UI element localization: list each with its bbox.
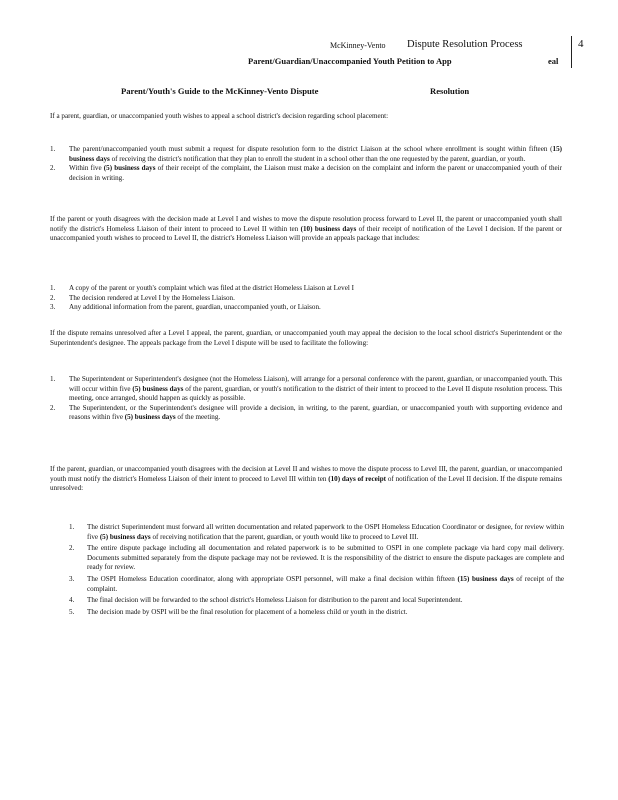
list-item: 2. Within five (5) business days of their receipt of the complaint, the Liaison must make a decision on the complaint and inform the parent or unaccompanied youth of their decision in writing.: [50, 164, 562, 182]
header-divider: [571, 36, 572, 68]
list-item-number: 2.: [50, 164, 56, 173]
level2-intro-paragraph: If the parent or youth disagrees with the decision made at Level I and wishes to move the dispute resolution process forward to Level II, the parent or unaccompanied youth shall notify the district's Homeless Liaison of their intent to proceed to Level II within ten (10) business days of their receipt of notification of the Level I decision. If the parent or unaccompanied youth wishes to proceed to Level II, the district's Homeless Liaison will provide an appeals package that includes:: [50, 215, 562, 243]
page-number: 4: [578, 38, 584, 50]
level3-intro-paragraph: If the parent, guardian, or unaccompanied youth disagrees with the decision at Level II and wishes to move the dispute process to Level III, the parent, guardian, or unaccompanied youth must notify the district's Homeless Liaison of their intent to proceed to Level III within ten (10) days of receipt of notification of the Level II decision. If the dispute remains unresolved:: [50, 465, 562, 493]
level2-list: [50, 375, 562, 423]
list-item-number: 3.: [50, 303, 56, 312]
list-item: 4. The final decision will be forwarded to the school district's Homeless Liaison for distribution to the parent and local Superintendent.: [69, 596, 463, 605]
list-item: 1. The district Superintendent must forward all written documentation and related paperwork to the OSPI Homeless Education Coordinator or designee, for review within five (5) business days of receiving notification that the parent, guardian, or youth would like to proceed to Level III.: [69, 523, 564, 541]
list-item-number: 1.: [50, 145, 56, 153]
list-item: 2. The entire dispute package including all documentation and related paperwork is to be submitted to OSPI in one complete package via hard copy mail delivery. Documents submitted separately from the dispute package may not be reviewed. It is the responsibility of the district to ensure the dispute packages are complete and ready for review.: [69, 544, 564, 572]
doc-title: Parent/Youth's Guide to the McKinney-Vento Dispute: [121, 86, 319, 96]
list-item: 1. The parent/unaccompanied youth must submit a request for dispute resolution form to the district Liaison at the school where enrollment is sought within fifteen (15) business days of receiving the district's notification that they plan to enroll the student in a school other than the one requested by the parent, guardian, or youth.: [50, 145, 562, 163]
list-item: 2. The decision rendered at Level I by the Homeless Liaison.: [50, 293, 235, 302]
header-title: Dispute Resolution Process: [407, 39, 523, 50]
list-item-number: 1.: [69, 523, 75, 531]
list-item-number: 2.: [69, 544, 75, 553]
header-subtitle-tail: eal: [548, 56, 559, 66]
list-item: 1. A copy of the parent or youth's complaint which was filed at the district Homeless Liaison at Level I: [50, 284, 354, 292]
header-subtitle: Parent/Guardian/Unaccompanied Youth Petition to App: [248, 56, 452, 66]
list-item-number: 4.: [69, 596, 75, 605]
list-item-number: 3.: [69, 574, 75, 583]
list-item: 2. The Superintendent, or the Superintendent's designee will provide a decision, in writing, to the parent, guardian, or unaccompanied youth with supporting evidence and reasons within five (5) business days of the meeting.: [50, 403, 562, 422]
list-item: 5. The decision made by OSPI will be the final resolution for placement of a homeless child or youth in the district.: [69, 607, 408, 616]
doc-title-tail: Resolution: [430, 86, 470, 96]
list-item: 3. Any additional information from the parent, guardian, unaccompanied youth, or Liaison.: [50, 303, 321, 312]
appeals-package-list: [50, 284, 562, 313]
header-program: McKinney-Vento: [330, 41, 386, 50]
list-item: 3. The OSPI Homeless Education coordinator, along with appropriate OSPI personnel, will make a final decision within fifteen (15) business days of receipt of the complaint.: [69, 574, 565, 593]
list-item-number: 2.: [50, 293, 56, 302]
list-item-number: 5.: [69, 607, 75, 616]
list-item: 1. The Superintendent or Superintendent's designee (not the Homeless Liaison), will arrange for a personal conference with the parent, guardian, or unaccompanied youth. This will occur within five (5) business days of the parent, guardian, or youth's notification to the district of their intent to proceed to the Level II dispute resolution process. This meeting, once arranged, should happen as quickly as possible.: [50, 375, 562, 403]
list-item-number: 1.: [50, 284, 56, 292]
intro-paragraph: If a parent, guardian, or unaccompanied youth wishes to appeal a school district's decision regarding school placement:: [50, 112, 389, 120]
list-item-number: 1.: [50, 375, 56, 383]
level3-list: [69, 523, 564, 617]
list-item-number: 2.: [50, 403, 56, 412]
unresolved-intro-paragraph: If the dispute remains unresolved after a Level I appeal, the parent, guardian, or unaccompanied youth may appeal the decision to the local school district's Superintendent or the Superintendent's designee. The appeals package from the Level I dispute will be used to facilitate the following:: [50, 329, 562, 347]
level1-list: [50, 145, 562, 183]
